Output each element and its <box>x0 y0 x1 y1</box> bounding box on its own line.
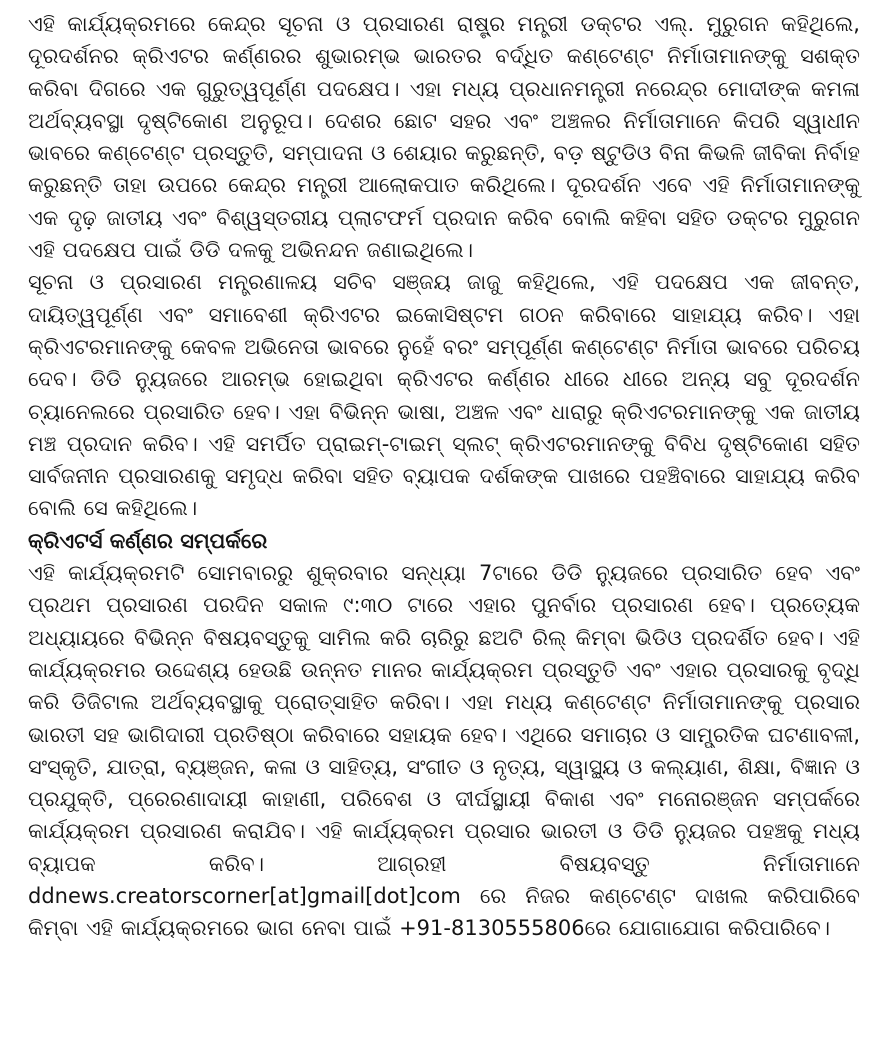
section-heading: କ୍ରିଏଟର୍ସ କର୍ଣ୍ଣର ସମ୍ପର୍କରେ <box>28 528 268 553</box>
paragraph-program-details: ଏହି କାର୍ଯ୍ୟକ୍ରମଟି ସୋମବାରରୁ ଶୁକ୍ରବାର ସନ୍ଧ୍ୟା 7ଟାରେ ଡିଡି ନ୍ୟୁଜରେ ପ୍ରସାରିତ ହେବ ଏବଂ ପ୍ରଥମ ପ୍ରସାରଣ ପରଦିନ ସକାଳ ୯:୩୦ ଟାରେ ଏହାର ପୁନର୍ବାର ପ୍ରସାରଣ ହେବ। ପ୍ରତ୍ୟେକ ଅଧ୍ୟାୟରେ ବିଭିନ୍ନ ବିଷୟବସ୍ତୁକୁ ସାମିଲ କରି ଚାରିରୁ ଛଅଟି ରିଲ୍ କିମ୍ବା ଭିଡିଓ ପ୍ରଦର୍ଶିତ ହେବ। ଏହି କାର୍ଯ୍ୟକ୍ରମର ଉଦ୍ଦେଶ୍ୟ ହେଉଛି ଉନ୍ନତ ମାନର କାର୍ଯ୍ୟକ୍ରମ ପ୍ରସ୍ତୁତି ଏବଂ ଏହାର ପ୍ରସାରକୁ ବୃଦ୍ଧି କରି ଡିଜିଟାଲ ଅର୍ଥବ୍ୟବସ୍ଥାକୁ ପ୍ରୋତ୍ସାହିତ କରିବା। ଏହା ମଧ୍ୟ କଣ୍ଟେଣ୍ଟ ନିର୍ମାତାମାନଙ୍କୁ ପ୍ରସାର ଭାରତୀ ସହ ଭାଗିଦାରୀ ପ୍ରତିଷ୍ଠା କରିବାରେ ସହାୟକ ହେବ। ଏଥିରେ ସମାଚାର ଓ ସାମ୍ପ୍ରତିକ ଘଟଣାବଳୀ, ସଂସ୍କୃତି, ଯାତ୍ରା, ବ୍ୟଞ୍ଜନ, କଳା ଓ ସାହିତ୍ୟ, ସଂଗୀତ ଓ ନୃତ୍ୟ, ସ୍ୱାସ୍ଥ୍ୟ ଓ କଲ୍ୟାଣ, ଶିକ୍ଷା, ବିଜ୍ଞାନ ଓ ପ୍ରଯୁକ୍ତି, ପ୍ରେରଣାଦାୟୀ କାହାଣୀ, ପରିବେଶ ଓ ଦୀର୍ଘସ୍ଥାୟୀ ବିକାଶ ଏବଂ ମନୋରଞ୍ଜନ ସମ୍ପର୍କରେ କାର୍ଯ୍ୟକ୍ରମ ପ୍ରସାରଣ କରାଯିବ। ଏହି କାର୍ଯ୍ୟକ୍ରମ ପ୍ରସାର ଭାରତୀ ଓ ଡିଡି ନ୍ୟୁଜର ପହଞ୍ଚକୁ ମଧ୍ୟ ବ୍ୟାପକ କରିବ। ଆଗ୍ରହୀ ବିଷୟବସ୍ତୁ ନିର୍ମାତାମାନେ ddnews.creatorscorner[at]gmail[dot]com ରେ ନିଜର କଣ୍ଟେଣ୍ଟ ଦାଖଲ କରିପାରିବେ କିମ୍ବା ଏହି କାର୍ଯ୍ୟକ୍ରମରେ ଭାଗ ନେବା ପାଇଁ +91-8130555806ରେ ଯୋଗାଯୋଗ କରିପାରିବେ। <box>28 561 860 941</box>
paragraph-secretary-remarks: ସୂଚନା ଓ ପ୍ରସାରଣ ମନ୍ତ୍ରଣାଳୟ ସଚିବ ସଞ୍ଜୟ ଜାଜୁ କହିଥିଲେ, ଏହି ପଦକ୍ଷେପ ଏକ ଜୀବନ୍ତ, ଦାୟିତ୍ୱପୂର୍ଣ୍ଣ ଏବଂ ସମାବେଶୀ କ୍ରିଏଟର ଇକୋସିଷ୍ଟମ ଗଠନ କରିବାରେ ସାହାଯ୍ୟ କରିବ। ଏହା କ୍ରିଏଟରମାନଙ୍କୁ କେବଳ ଅଭିନେତା ଭାବରେ ନୁହେଁ ବରଂ ସମ୍ପୂର୍ଣ୍ଣ କଣ୍ଟେଣ୍ଟ ନିର୍ମାତା ଭାବରେ ପରିଚୟ ଦେବ। ଡିଡି ନ୍ୟୁଜରେ ଆରମ୍ଭ ହୋଇଥିବା କ୍ରିଏଟର କର୍ଣ୍ଣର ଧୀରେ ଧୀରେ ଅନ୍ୟ ସବୁ ଦୂରଦର୍ଶନ ଚ୍ୟାନେଲରେ ପ୍ରସାରିତ ହେବ। ଏହା ବିଭିନ୍ନ ଭାଷା, ଅଞ୍ଚଳ ଏବଂ ଧାରାରୁ କ୍ରିଏଟରମାନଙ୍କୁ ଏକ ଜାତୀୟ ମଞ୍ଚ ପ୍ରଦାନ କରିବ। ଏହି ସମର୍ପିତ ପ୍ରାଇମ୍-ଟାଇମ୍ ସ୍ଲଟ୍ କ୍ରିଏଟରମାନଙ୍କୁ ବିବିଧ ଦୃଷ୍ଟିକୋଣ ସହିତ ସାର୍ବଜନୀନ ପ୍ରସାରଣକୁ ସମୃଦ୍ଧ କରିବା ସହିତ ବ୍ୟାପକ ଦର୍ଶକଙ୍କ ପାଖରେ ପହଞ୍ଚିବାରେ ସାହାଯ୍ୟ କରିବ ବୋଲି ସେ କହିଥିଲେ। <box>28 270 860 521</box>
article-page <box>28 8 860 1028</box>
paragraph-minister-remarks: ଏହି କାର୍ଯ୍ୟକ୍ରମରେ କେନ୍ଦ୍ର ସୂଚନା ଓ ପ୍ରସାରଣ ରାଷ୍ଟ୍ର ମନ୍ତ୍ରୀ ଡକ୍ଟର ଏଲ୍. ମୁରୁଗନ କହିଥିଲେ, ଦୂରଦର୍ଶନର କ୍ରିଏଟର କର୍ଣ୍ଣରର ଶୁଭାରମ୍ଭ ଭାରତର ବର୍ଦ୍ଧିତ କଣ୍ଟେଣ୍ଟ ନିର୍ମାତାମାନଙ୍କୁ ସଶକ୍ତ କରିବା ଦିଗରେ ଏକ ଗୁରୁତ୍ୱପୂର୍ଣ୍ଣ ପଦକ୍ଷେପ। ଏହା ମଧ୍ୟ ପ୍ରଧାନମନ୍ତ୍ରୀ ନରେନ୍ଦ୍ର ମୋଦୀଙ୍କ କମଳା ଅର୍ଥବ୍ୟବସ୍ଥା ଦୃଷ୍ଟିକୋଣ ଅନୁରୂପ। ଦେଶର ଛୋଟ ସହର ଏବଂ ଅଞ୍ଚଳର ନିର୍ମାତାମାନେ କିପରି ସ୍ୱାଧୀନ ଭାବରେ କଣ୍ଟେଣ୍ଟ ପ୍ରସ୍ତୁତି, ସମ୍ପାଦନା ଓ ଶେୟାର କରୁଛନ୍ତି, ବଡ଼ ଷ୍ଟୁଡିଓ ବିନା କିଭଳି ଜୀବିକା ନିର୍ବାହ କରୁଛନ୍ତି ତାହା ଉପରେ କେନ୍ଦ୍ର ମନ୍ତ୍ରୀ ଆଲୋକପାତ କରିଥିଲେ। ଦୂରଦର୍ଶନ ଏବେ ଏହି ନିର୍ମାତାମାନଙ୍କୁ ଏକ ଦୃଢ଼ ଜାତୀୟ ଏବଂ ବିଶ୍ୱସ୍ତରୀୟ ପ୍ଲାଟଫର୍ମ ପ୍ରଦାନ କରିବ ବୋଲି କହିବା ସହିତ ଡକ୍ଟର ମୁରୁଗନ ଏହି ପଦକ୍ଷେପ ପାଇଁ ଡିଡି ଦଳକୁ ଅଭିନନ୍ଦନ ଜଣାଇଥିଲେ। <box>28 12 860 263</box>
